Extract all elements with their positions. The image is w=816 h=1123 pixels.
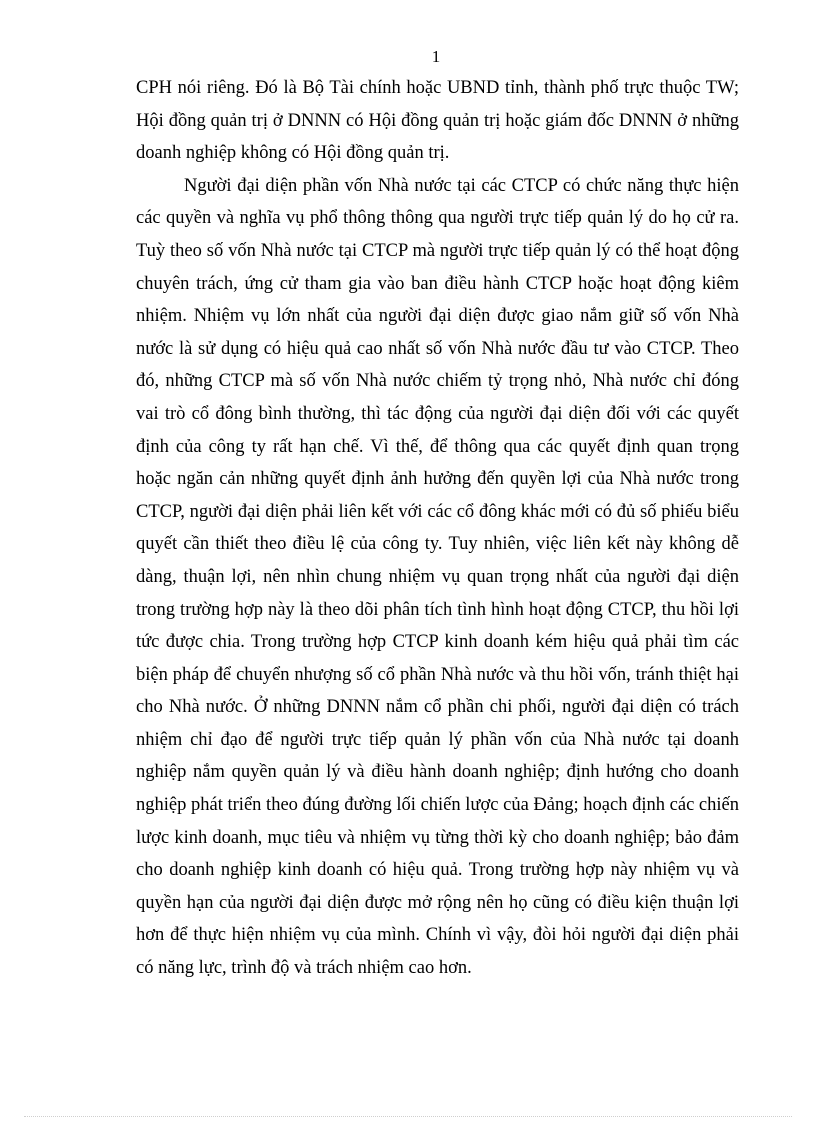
paragraph-representative-duties: Người đại diện phần vốn Nhà nước tại các CTCP có chức năng thực hiện các quyền và nghĩa vụ phổ thông thông qua người trực tiếp quản lý do họ cử ra. Tuỳ theo số vốn Nhà nước tại CTCP mà người trực tiếp quản lý có thể hoạt động chuyên trách, ứng cử tham gia vào ban điều hành CTCP hoặc hoạt động kiêm nhiệm. Nhiệm vụ lớn nhất của người đại diện được giao nắm giữ số vốn Nhà nước là sử dụng có hiệu quả cao nhất số vốn Nhà nước đầu tư vào CTCP. Theo đó, những CTCP mà số vốn Nhà nước chiếm tỷ trọng nhỏ, Nhà nước chỉ đóng vai trò cổ đông bình thường, thì tác động của người đại diện đối với các quyết định của công ty rất hạn chế. Vì thế, để thông qua các quyết định quan trọng hoặc ngăn cản những quyết định ảnh hưởng đến quyền lợi của Nhà nước trong CTCP, người đại diện phải liên kết với các cổ đông khác mới có đủ số phiếu biểu quyết cần thiết theo điều lệ của công ty. Tuy nhiên, việc liên kết này không dễ dàng, thuận lợi, nên nhìn chung nhiệm vụ quan trọng nhất của người đại diện trong trường hợp này là theo dõi phân tích tình hình hoạt động CTCP, thu hồi lợi tức được chia. Trong trường hợp CTCP kinh doanh kém hiệu quả phải tìm các biện pháp để chuyển nhượng số cổ phần Nhà nước và thu hồi vốn, tránh thiệt hại cho Nhà nước. Ở những DNNN nắm cổ phần chi phối, người đại diện có trách nhiệm chỉ đạo để người trực tiếp quản lý phần vốn của Nhà nước tại doanh nghiệp nắm quyền quản lý và điều hành doanh nghiệp; định hướng cho doanh nghiệp phát triển theo đúng đường lối chiến lược của Đảng; hoạch định các chiến lược kinh doanh, mục tiêu và nhiệm vụ từng thời kỳ cho doanh nghiệp; bảo đảm cho doanh nghiệp kinh doanh có hiệu quả. Trong trường hợp này nhiệm vụ và quyền hạn của người đại diện được mở rộng nên họ cũng có điều kiện thuận lợi hơn để thực hiện nhiệm vụ của mình. Chính vì vậy, đòi hỏi người đại diện phải có năng lực, trình độ và trách nhiệm cao hơn.	[136, 175, 739, 979]
page-bottom-dotted-rule	[24, 1116, 792, 1117]
document-body	[136, 72, 739, 985]
page-number: 1	[431, 47, 441, 66]
paragraph-continuation: CPH nói riêng. Đó là Bộ Tài chính hoặc UBND tỉnh, thành phố trực thuộc TW; Hội đồng quản trị ở DNNN có Hội đồng quản trị hoặc giám đốc DNNN ở những doanh nghiệp không có Hội đồng quản trị.	[136, 78, 739, 164]
